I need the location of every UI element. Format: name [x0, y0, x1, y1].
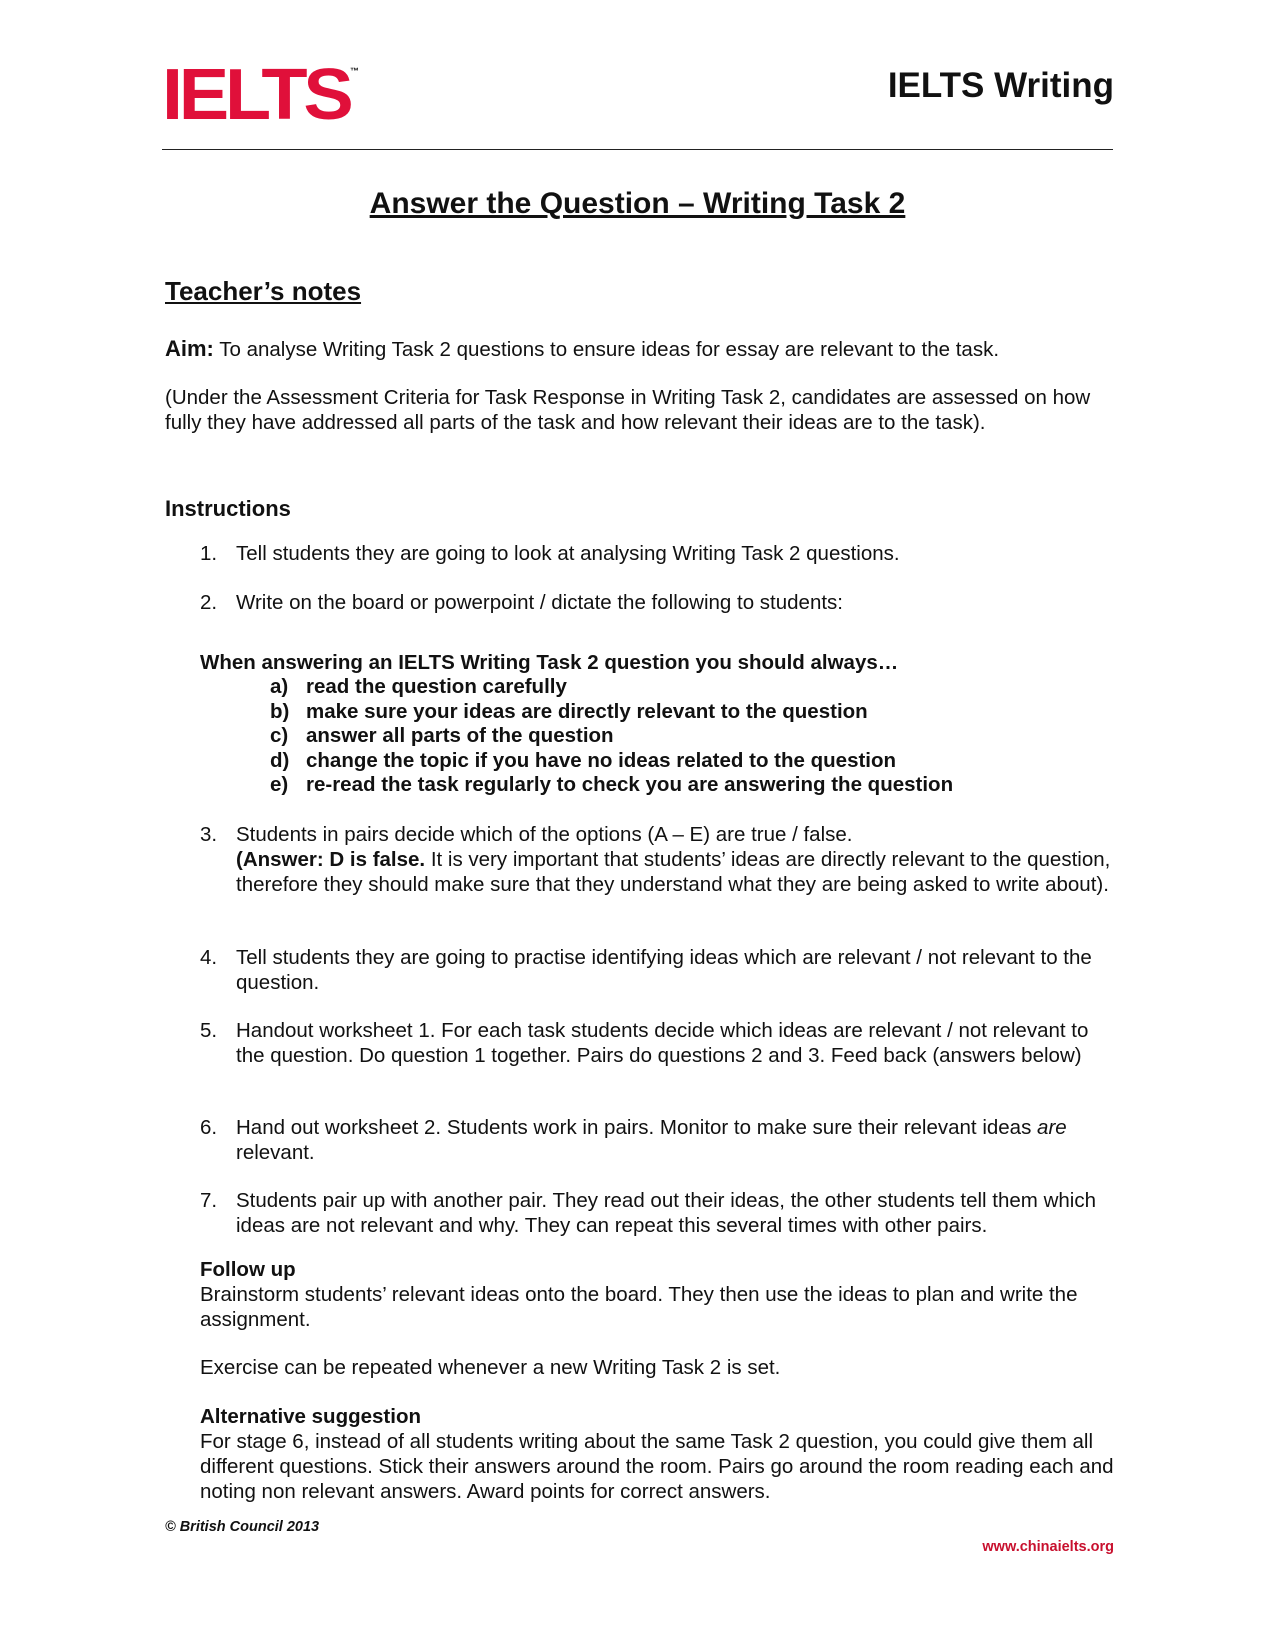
- alternative-heading: Alternative suggestion: [200, 1405, 421, 1428]
- answer-text: [236, 847, 1115, 897]
- list-item: [200, 541, 1115, 566]
- aim-text: To analyse Writing Task 2 questions to ensure ideas for essay are relevant to the task.: [213, 338, 1000, 361]
- follow-up-text: Brainstorm students’ relevant ideas onto the board. They then use the ideas to plan and write the assignment.: [200, 1283, 1078, 1331]
- section-heading: Teacher’s notes: [165, 276, 362, 306]
- list-text: Students pair up with another pair. They read out their ideas, the other students tell them which ideas are not relevant and why. They can repeat this several times with other pairs.: [236, 1189, 1096, 1237]
- criteria-note: (Under the Assessment Criteria for Task Response in Writing Task 2, candidates are assessed on how fully they have addressed all parts of the task and how relevant their ideas are to the task).: [165, 386, 1091, 434]
- alternative-block: [200, 1404, 1115, 1504]
- list-number: 6.: [200, 1116, 218, 1139]
- list-text-part: Hand out worksheet 2. Students work in pairs. Monitor to make sure their relevant ideas: [236, 1116, 1038, 1139]
- list-item: [200, 822, 1115, 897]
- emphasis-text: are: [1037, 1116, 1067, 1139]
- header-title: IELTS Writing: [887, 66, 1114, 105]
- follow-up-heading: Follow up: [200, 1258, 296, 1281]
- list-text: Tell students they are going to practise identifying ideas which are relevant / not relevant to the question.: [236, 946, 1092, 994]
- list-item: [200, 1018, 1115, 1068]
- list-number: 3.: [200, 823, 218, 846]
- list-text-part: relevant.: [236, 1141, 315, 1164]
- answer-bold: (Answer: D is false.: [236, 848, 426, 871]
- list-number: 2.: [200, 591, 218, 614]
- option-text: answer all parts of the question: [306, 724, 614, 747]
- list-item: [200, 945, 1115, 995]
- list-text: Handout worksheet 1. For each task students decide which ideas are relevant / not relevant to the question. Do question 1 together. Pairs do questions 2 and 3. Feed back (answers below): [236, 1019, 1089, 1067]
- list-number: 1.: [200, 542, 218, 565]
- list-text: Write on the board or powerpoint / dictate the following to students:: [236, 591, 844, 614]
- option-letter: a): [270, 675, 289, 698]
- alternative-text: For stage 6, instead of all students writing about the same Task 2 question, you could give them all different questions. Stick their answers around the room. Pairs go around the room reading each and noting non relevant answers. Award points for correct answers.: [200, 1430, 1114, 1503]
- option-item: [270, 723, 614, 748]
- option-letter: b): [270, 700, 290, 723]
- option-letter: c): [270, 724, 289, 747]
- list-text: [236, 1115, 1115, 1165]
- list-number: 7.: [200, 1189, 218, 1212]
- option-item: [270, 674, 567, 699]
- list-text: Tell students they are going to look at analysing Writing Task 2 questions.: [236, 542, 900, 565]
- option-item: [270, 772, 953, 797]
- option-text: read the question carefully: [306, 675, 567, 698]
- option-letter: d): [270, 749, 290, 772]
- answer-rest: It is very important that students’ ideas are directly relevant to the question, therefore they should make sure that they understand what they are being asked to write about).: [236, 848, 1111, 896]
- option-text: re-read the task regularly to check you are answering the question: [306, 773, 954, 796]
- rules-intro: When answering an IELTS Writing Task 2 question you should always…: [200, 651, 899, 674]
- list-text-line: Students in pairs decide which of the options (A – E) are true / false.: [236, 823, 853, 846]
- ielts-logo: IELTS: [162, 55, 350, 135]
- list-text: [236, 822, 1115, 897]
- aim-paragraph: [165, 336, 1115, 362]
- list-item: [200, 1115, 1115, 1165]
- option-item: [270, 699, 868, 724]
- option-item: [270, 748, 896, 773]
- option-text: make sure your ideas are directly relevant to the question: [306, 700, 868, 723]
- repeat-note: Exercise can be repeated whenever a new Writing Task 2 is set.: [200, 1356, 781, 1379]
- document-title: Answer the Question – Writing Task 2: [369, 187, 906, 220]
- aim-label: Aim:: [165, 336, 214, 361]
- option-text: change the topic if you have no ideas related to the question: [306, 749, 897, 772]
- instructions-heading: Instructions: [165, 496, 291, 521]
- header-divider: [162, 149, 1113, 150]
- follow-up-block: [200, 1257, 1115, 1332]
- list-number: 4.: [200, 946, 218, 969]
- list-number: 5.: [200, 1019, 218, 1042]
- list-item: [200, 1188, 1115, 1238]
- copyright-footer: © British Council 2013: [165, 1519, 320, 1535]
- trademark-symbol: ™: [350, 66, 359, 76]
- list-item: [200, 590, 1115, 615]
- option-letter: e): [270, 773, 289, 796]
- website-footer: www.chinaielts.org: [982, 1539, 1114, 1555]
